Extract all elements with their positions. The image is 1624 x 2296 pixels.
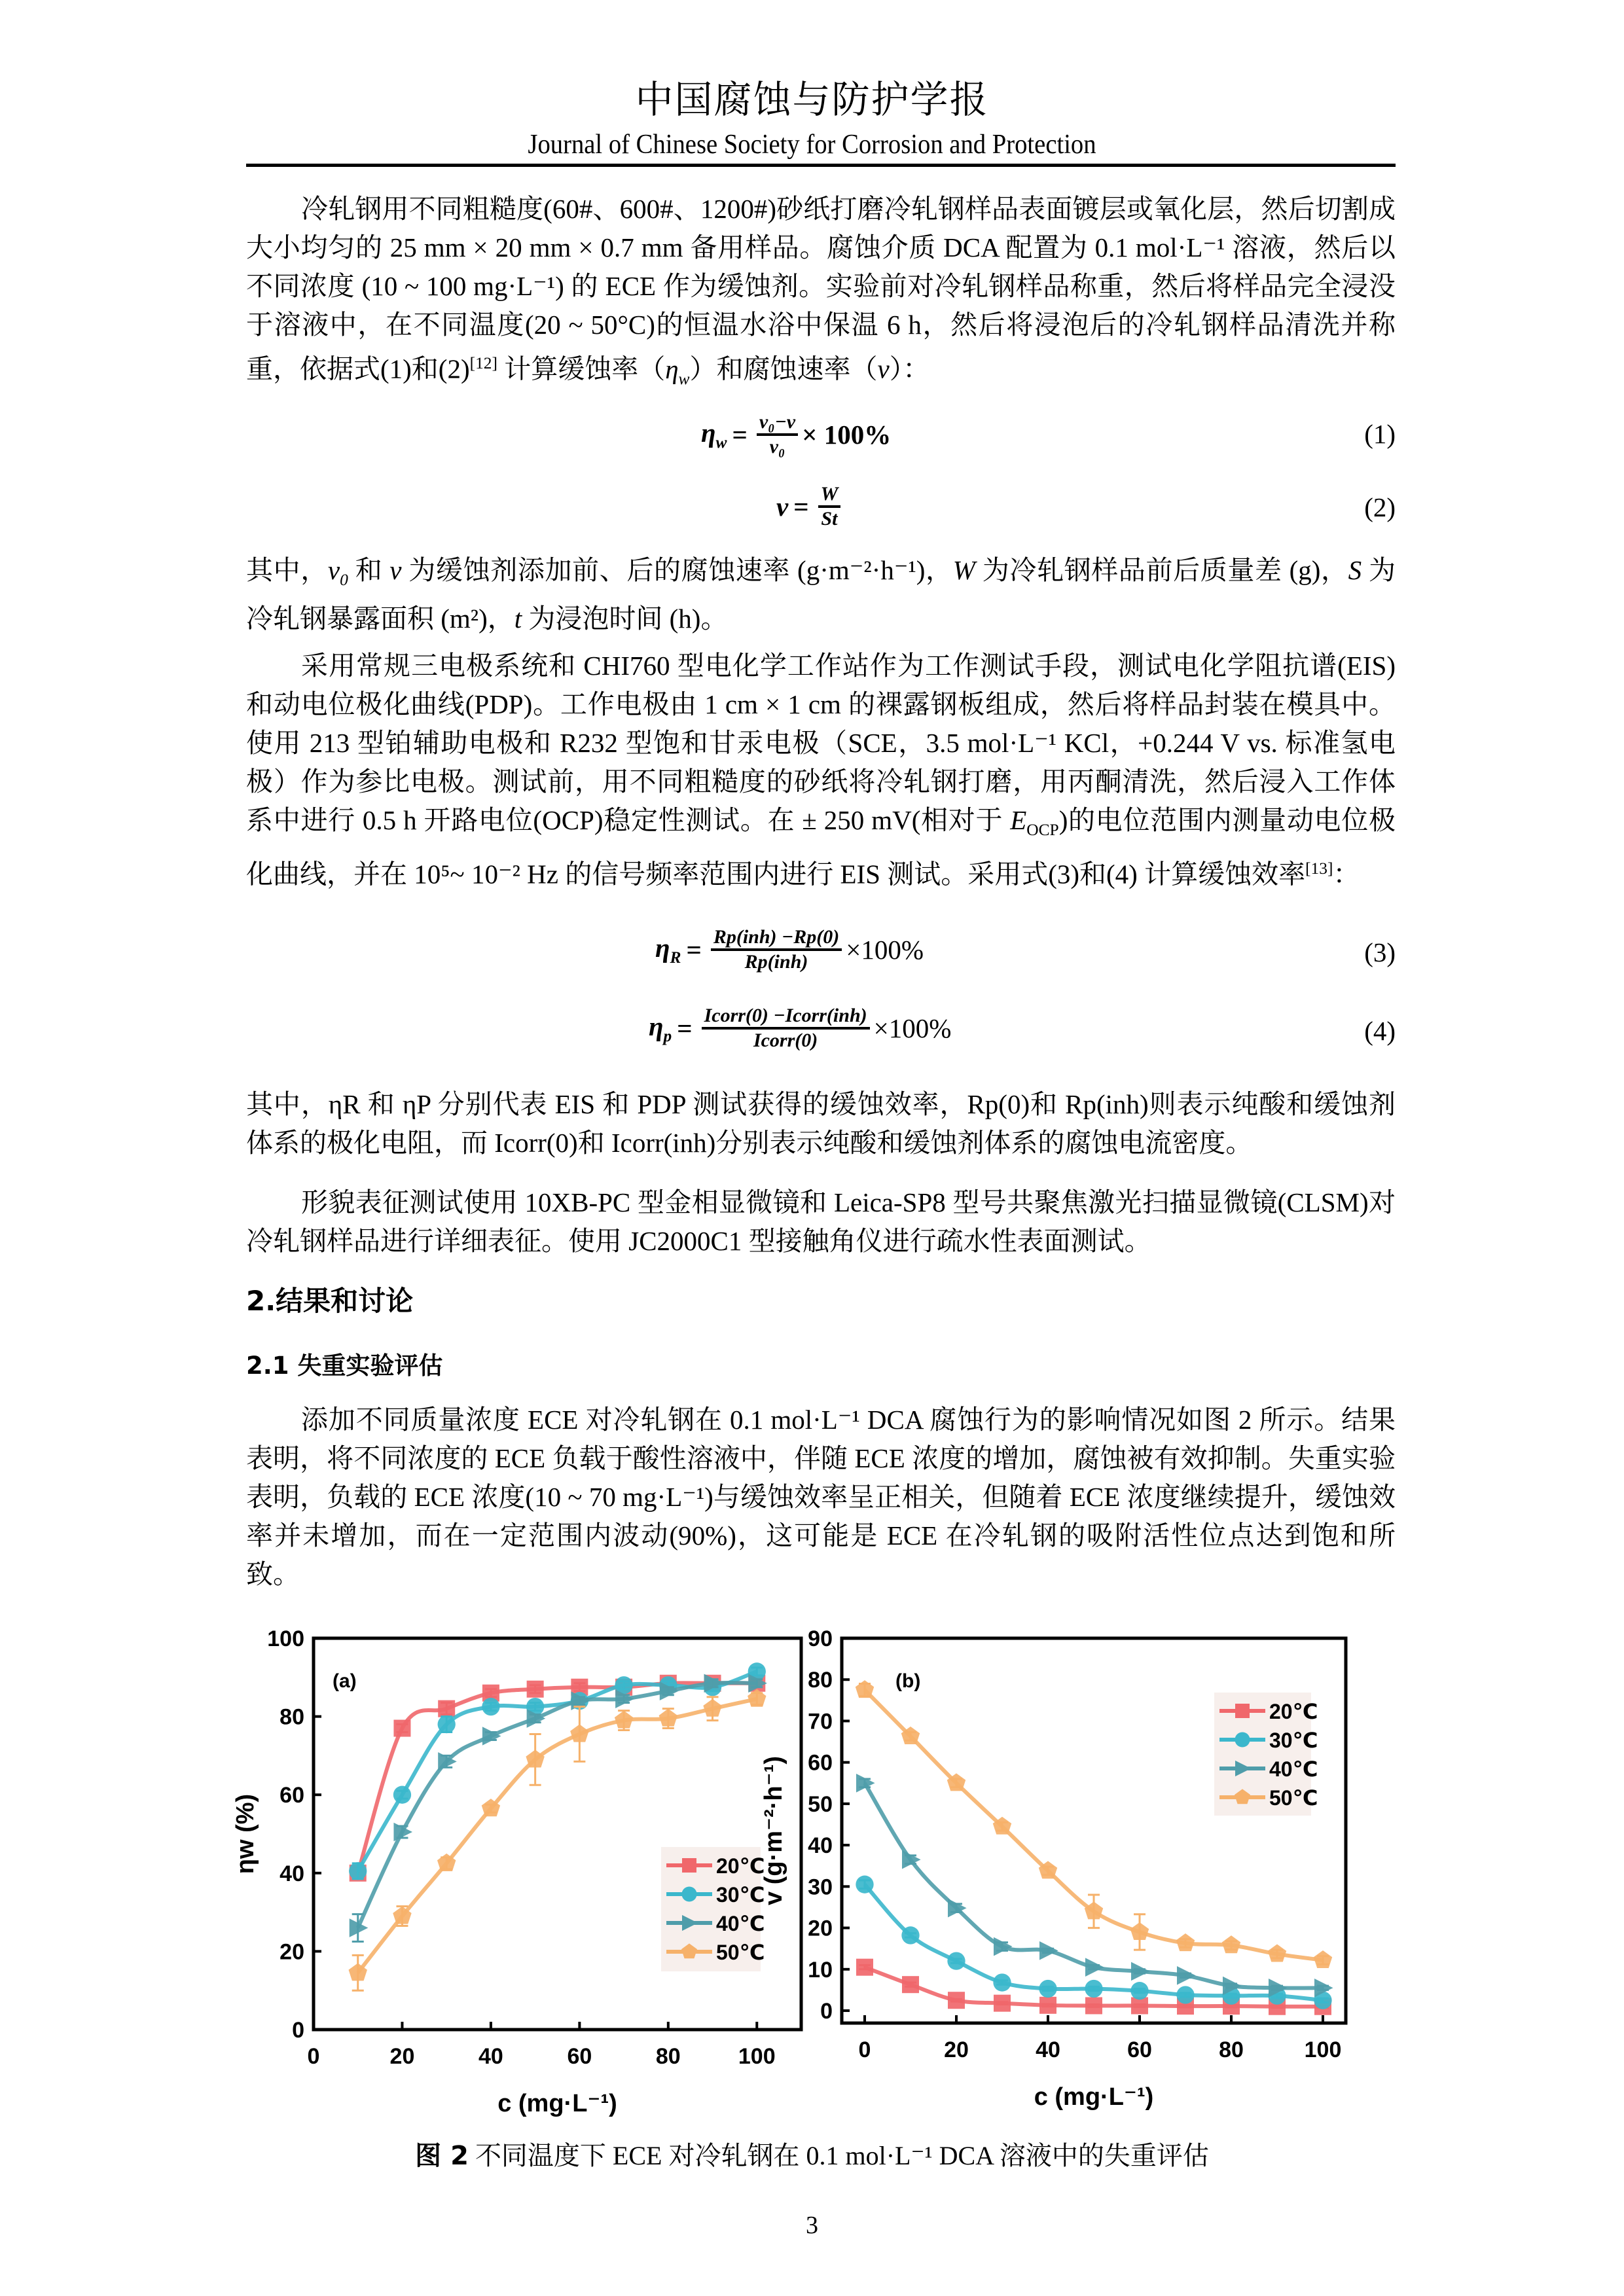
data-point [1130,1922,1149,1940]
eq3-label: (3) [1364,937,1396,967]
eq1-tail: × 100% [802,420,892,450]
eq1-label: (1) [1364,419,1396,449]
header-rule [246,164,1396,167]
x-tick-label: 60 [1127,2037,1152,2062]
panel-label: (b) [895,1670,921,1692]
legend-label: 20℃ [1269,1700,1318,1723]
data-point [1039,1997,1056,2014]
series-line [358,1672,757,1871]
x-tick-label: 60 [567,2044,592,2069]
chart-panel-b [760,1626,1346,2111]
data-point [1268,1944,1286,1962]
y-tick-label: 30 [808,1874,833,1900]
data-point [482,1698,499,1715]
paragraph-text: 计算缓蚀率（ [497,353,666,384]
legend-label: 50℃ [1269,1786,1318,1810]
paragraph-text: 为冷轧钢样品前后质量差 (g)， [975,555,1348,585]
y-tick-label: 50 [808,1791,833,1817]
eq2-lhs: v [776,492,789,522]
data-point [948,1992,965,2009]
data-point [994,1937,1013,1956]
section-heading-2: 2.结果和讨论 [246,1285,414,1317]
eq4-fraction: $\frac{\text{Icorr(0) −Icorr(inh)}}{\text{Icorr(0)}}$ [702,1005,870,1052]
legend-label: 40℃ [1269,1757,1318,1781]
y-tick-label: 40 [808,1833,833,1859]
symbol-W: W [952,555,975,585]
paragraph-text: 采用常规三电极系统和 CHI760 型电化学工作站作为工作测试手段，测试电化学阻抗谱(EIS)和动电位极化曲线(PDP)。工作电极由 1 cm × 1 cm 的裸露钢板组成，然后将样品封装在模具中。使用 213 型铂辅助电极和 R232 型饱和甘汞电极（SCE，3.5 mol·L⁻¹ KCl，+0.244 V vs. 标准氢电极）作为参比电极。测试前，用不同粗糙度的砂纸将冷轧钢打磨，用丙酮清洗，然后浸入工作体系中进行 0.5 h 开路电位(OCP)稳定性测试。在 ± 250 mV(相对于 [246,651,1396,835]
figure-caption-text: 不同温度下 ECE 对冷轧钢在 0.1 mol·L⁻¹ DCA 溶液中的失重评估 [468,2141,1209,2170]
equation-3: $\eta_R$ = $\frac{\text{Rp(inh) −Rp(0)}}{\text{Rp(inh)}}$ ×100% (3) [655,926,1396,973]
x-tick-label: 0 [307,2044,320,2069]
symbol-v: v [877,353,890,384]
data-point [947,1952,965,1970]
legend-label: 20℃ [716,1854,765,1878]
y-tick-label: 90 [808,1626,833,1651]
data-point [1039,1941,1058,1960]
data-point [856,1959,873,1976]
data-point [1039,1980,1056,1998]
data-point [856,1774,875,1793]
paragraph-text: ）： [889,353,930,384]
data-point [615,1711,633,1729]
x-tick-label: 80 [655,2044,681,2069]
equation-1: $\eta_w$ = $\frac{\text{v₀−v}}{\text{v₀}}$ × 100% (1) [701,411,1396,457]
paragraph-efficiency-defs: 其中，ηR 和 ηP 分别代表 EIS 和 PDP 测试获得的缓蚀效率，Rp(0)和 Rp(inh)则表示纯酸和缓蚀剂体系的极化电阻，而 Icorr(0)和 Icorr(inh)分别表示纯酸和缓蚀剂体系的腐蚀电流密度。 [246,1089,1396,1158]
data-point [748,1689,766,1707]
data-point [856,1876,873,1893]
data-point [1314,1950,1332,1968]
data-point [1176,1986,1194,2003]
chart-panel-a [232,1626,801,2117]
paragraph-text: )的电位范围内测量动电位极化曲线，并在 10⁵~ 10⁻² Hz 的信号频率范围内进行 EIS 测试。采用式(3)和(4) 计算缓蚀效率 [246,805,1396,889]
y-tick-label: 70 [808,1709,833,1734]
legend-marker-circle-icon [681,1886,696,1901]
eq1-lhs: $\eta_w$ [701,417,727,452]
x-tick-label: 100 [1304,2037,1342,2062]
legend-marker-circle-icon [1235,1732,1250,1747]
y-axis-title: ηw (%) [232,1793,259,1874]
data-point [393,1720,410,1737]
y-tick-label: 0 [292,2018,304,2043]
y-tick-label: 20 [280,1939,304,1965]
journal-title-en: Journal of Chinese Society for Corrosion and Protection [528,130,1096,160]
y-tick-label: 60 [280,1783,304,1808]
y-tick-label: 80 [808,1668,833,1693]
figure-2 [0,1617,1624,2140]
symbol-S: S [1348,555,1362,585]
y-tick-label: 20 [808,1916,833,1941]
data-point [1130,1982,1148,2000]
paragraph-variable-defs [246,551,1396,638]
y-tick-label: 10 [808,1957,833,1982]
symbol-v0: $v_0$ [327,555,348,590]
legend-label: 30℃ [1269,1729,1318,1752]
eq3-fraction: $\frac{\text{Rp(inh) −Rp(0)}}{\text{Rp(inh)}}$ [711,926,842,973]
figure-caption-label: 图 2 [415,2141,469,2171]
data-point [1085,1997,1102,2014]
paragraph-text: ： [1333,859,1360,889]
y-tick-label: 0 [820,1999,833,2024]
y-tick-label: 60 [808,1750,833,1776]
symbol-t: t [514,603,522,634]
y-tick-label: 80 [280,1704,304,1730]
x-tick-label: 100 [738,2044,776,2069]
legend-marker-square-icon [682,1858,696,1873]
symbol-eta-w: $\eta_w$ [665,353,690,388]
x-tick-label: 20 [389,2044,415,2069]
equation-2: v = $\frac{W}{St}$ (2) [776,483,1396,529]
data-point [1131,1997,1148,2014]
x-tick-label: 40 [1036,2037,1060,2062]
data-point [438,1700,455,1717]
x-axis-title: c (mg·L⁻¹) [1034,2083,1154,2111]
paragraph-text: 冷轧钢用不同粗糙度(60#、600#、1200#)砂纸打磨冷轧钢样品表面镀层或氧化层，然后切割成大小均匀的 25 mm × 20 mm × 0.7 mm 备用样品。腐蚀介质 DCA 配置为 0.1 mol·L⁻¹ 溶液，然后以不同浓度 (10 ~ 100 mg·L⁻¹) 的 ECE 作为缓蚀剂。实验前对冷轧钢样品称重，然后将样品完全浸没于溶液中，在不同温度(20 ~ 50°C)的恒温水浴中保温 6 h，然后将浸泡后的冷轧钢样品清洗并称重，依据式(1)和(2) [246,194,1396,384]
legend-label: 40℃ [716,1912,765,1935]
paragraph-electrochem-method [246,647,1396,894]
legend-label: 30℃ [716,1883,765,1907]
x-tick-label: 20 [944,2037,969,2062]
data-point [902,1976,919,1993]
data-point [659,1709,677,1727]
eq2-label: (2) [1364,492,1396,522]
page-number: 3 [806,2212,818,2239]
data-point [703,1699,721,1717]
data-point [993,1973,1011,1991]
symbol-v: v [389,555,402,585]
data-point [856,1680,874,1698]
data-point [1085,1980,1102,1998]
symbol-eocp: $E_{OCP}$ [1010,805,1059,840]
section-heading-2-1: 2.1 失重实验评估 [246,1352,443,1380]
eq2-fraction: $\frac{W}{St}$ [818,483,841,530]
x-axis-title: c (mg·L⁻¹) [497,2090,617,2117]
eq4-lhs: $\eta_p$ [649,1011,672,1046]
data-point [349,1862,367,1880]
data-point [393,1786,411,1804]
paragraph-morphology: 形貌表征测试使用 10XB-PC 型金相显微镜和 Leica-SP8 型号共聚焦激光扫描显微镜(CLSM)对冷轧钢样品进行详细表征。使用 JC2000C1 型接触角仪进行疏水性表面测试。 [246,1187,1396,1256]
eq3-lhs: $\eta_R$ [655,932,681,967]
panel-label: (a) [333,1670,357,1692]
x-tick-label: 80 [1219,2037,1244,2062]
equation-4: $\eta_p$ = $\frac{\text{Icorr(0) −Icorr(inh)}}{\text{Icorr(0)}}$ ×100% (4) [649,1005,1396,1051]
legend-label: 50℃ [716,1941,765,1964]
data-point [438,1715,456,1733]
paragraph-text: 为缓蚀剂添加前、后的腐蚀速率 (g·m⁻²·h⁻¹)， [401,555,953,585]
legend [661,1847,765,1971]
paragraph-weight-loss-results: 添加不同质量浓度 ECE 对冷轧钢在 0.1 mol·L⁻¹ DCA 腐蚀行为的影响情况如图 2 所示。结果表明，将不同浓度的 ECE 负载于酸性溶液中，伴随 ECE 浓度的增加，腐蚀被有效抑制。失重实验表明，负载的 ECE 浓度(10 ~ 70 mg·L⁻¹)与缓蚀效率呈正相关，但随着 ECE 浓度继续提升，缓蚀效率并未增加，而在一定范围内波动(90%)，这可能是 ECE 在冷轧钢的吸附活性位点达到饱和所致。 [246,1405,1396,1589]
data-point [994,1995,1011,2012]
paragraph-text: 其中， [246,555,328,585]
eq1-fraction: $\frac{\text{v₀−v}}{\text{v₀}}$ [757,411,798,458]
citation-13[interactable]: [13] [1305,859,1333,878]
paragraph-text: ）和腐蚀速率（ [689,353,878,384]
figure-caption [0,2135,1624,2172]
paragraph-text: 为冷轧钢暴露面积 (m²)， [246,555,1396,634]
data-point [527,1681,544,1698]
paragraph-text: 为浸泡时间 (h)。 [522,603,728,634]
y-tick-label: 100 [267,1626,304,1651]
eq3-tail: ×100% [846,935,924,965]
eq4-tail: ×100% [873,1013,952,1043]
paragraph-sample-prep [246,190,1396,399]
data-point [1222,1935,1240,1953]
data-point [1131,1962,1150,1981]
citation-12[interactable]: [12] [469,354,497,372]
y-axis-title: v (g·m⁻²·h⁻¹) [760,1756,787,1905]
legend [1214,1693,1318,1816]
data-point [1177,1966,1196,1985]
eq4-label: (4) [1364,1016,1396,1046]
data-point [570,1725,588,1742]
data-point [1176,1933,1195,1951]
legend-marker-square-icon [1235,1704,1250,1718]
y-tick-label: 40 [280,1861,304,1886]
x-tick-label: 0 [858,2037,871,2062]
data-point [482,1727,501,1746]
data-point [901,1926,919,1944]
paragraph-text: 和 [348,555,390,585]
data-point [1085,1958,1104,1977]
x-tick-label: 40 [478,2044,503,2069]
journal-title-cn: 中国腐蚀与防护学报 [635,79,989,121]
